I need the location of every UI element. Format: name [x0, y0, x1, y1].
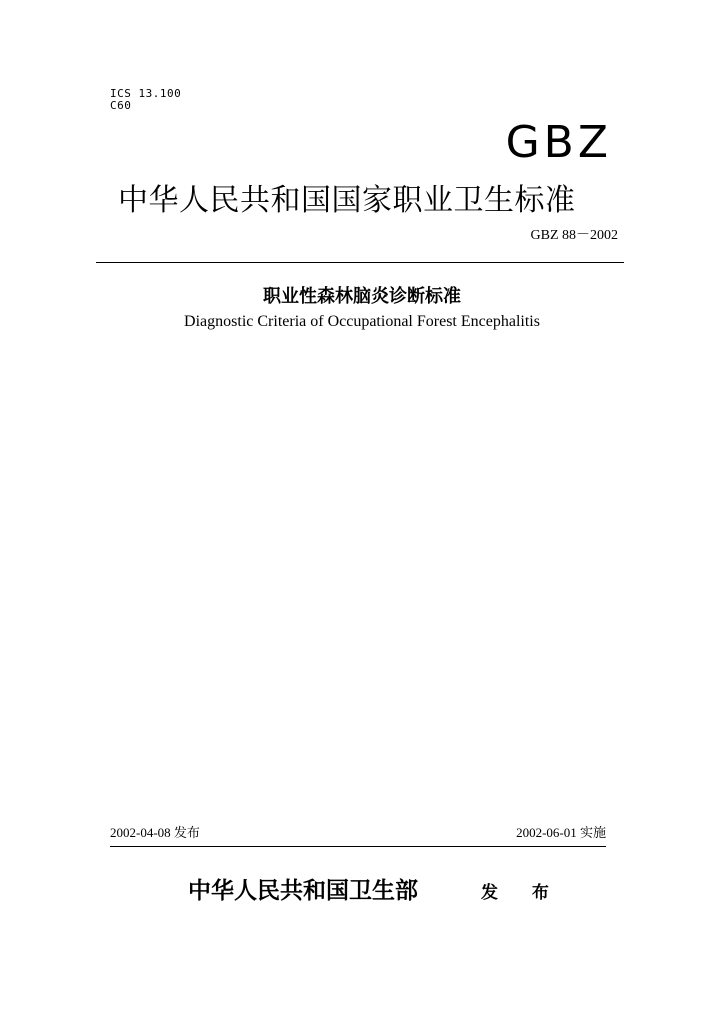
standard-number: GBZ 88－2002: [530, 228, 618, 243]
issue-verb: 发 布: [481, 883, 563, 903]
implementation-date: 2002-06-01 实施: [516, 825, 606, 840]
standard-type-title: 中华人民共和国国家职业卫生标准: [118, 183, 576, 218]
gbz-logo: GBZ: [505, 117, 612, 168]
document-title-english: Diagnostic Criteria of Occupational Forest Encephalitis: [184, 313, 540, 330]
bottom-divider: [110, 846, 606, 847]
issue-date: 2002-04-08 发布: [110, 825, 200, 840]
ics-code: ICS 13.100: [110, 87, 182, 100]
issuing-authority: 中华人民共和国卫生部: [188, 878, 418, 904]
document-title-chinese: 职业性森林脑炎诊断标准: [263, 286, 461, 307]
top-divider: [96, 262, 624, 263]
ccs-code: C60: [110, 99, 132, 112]
